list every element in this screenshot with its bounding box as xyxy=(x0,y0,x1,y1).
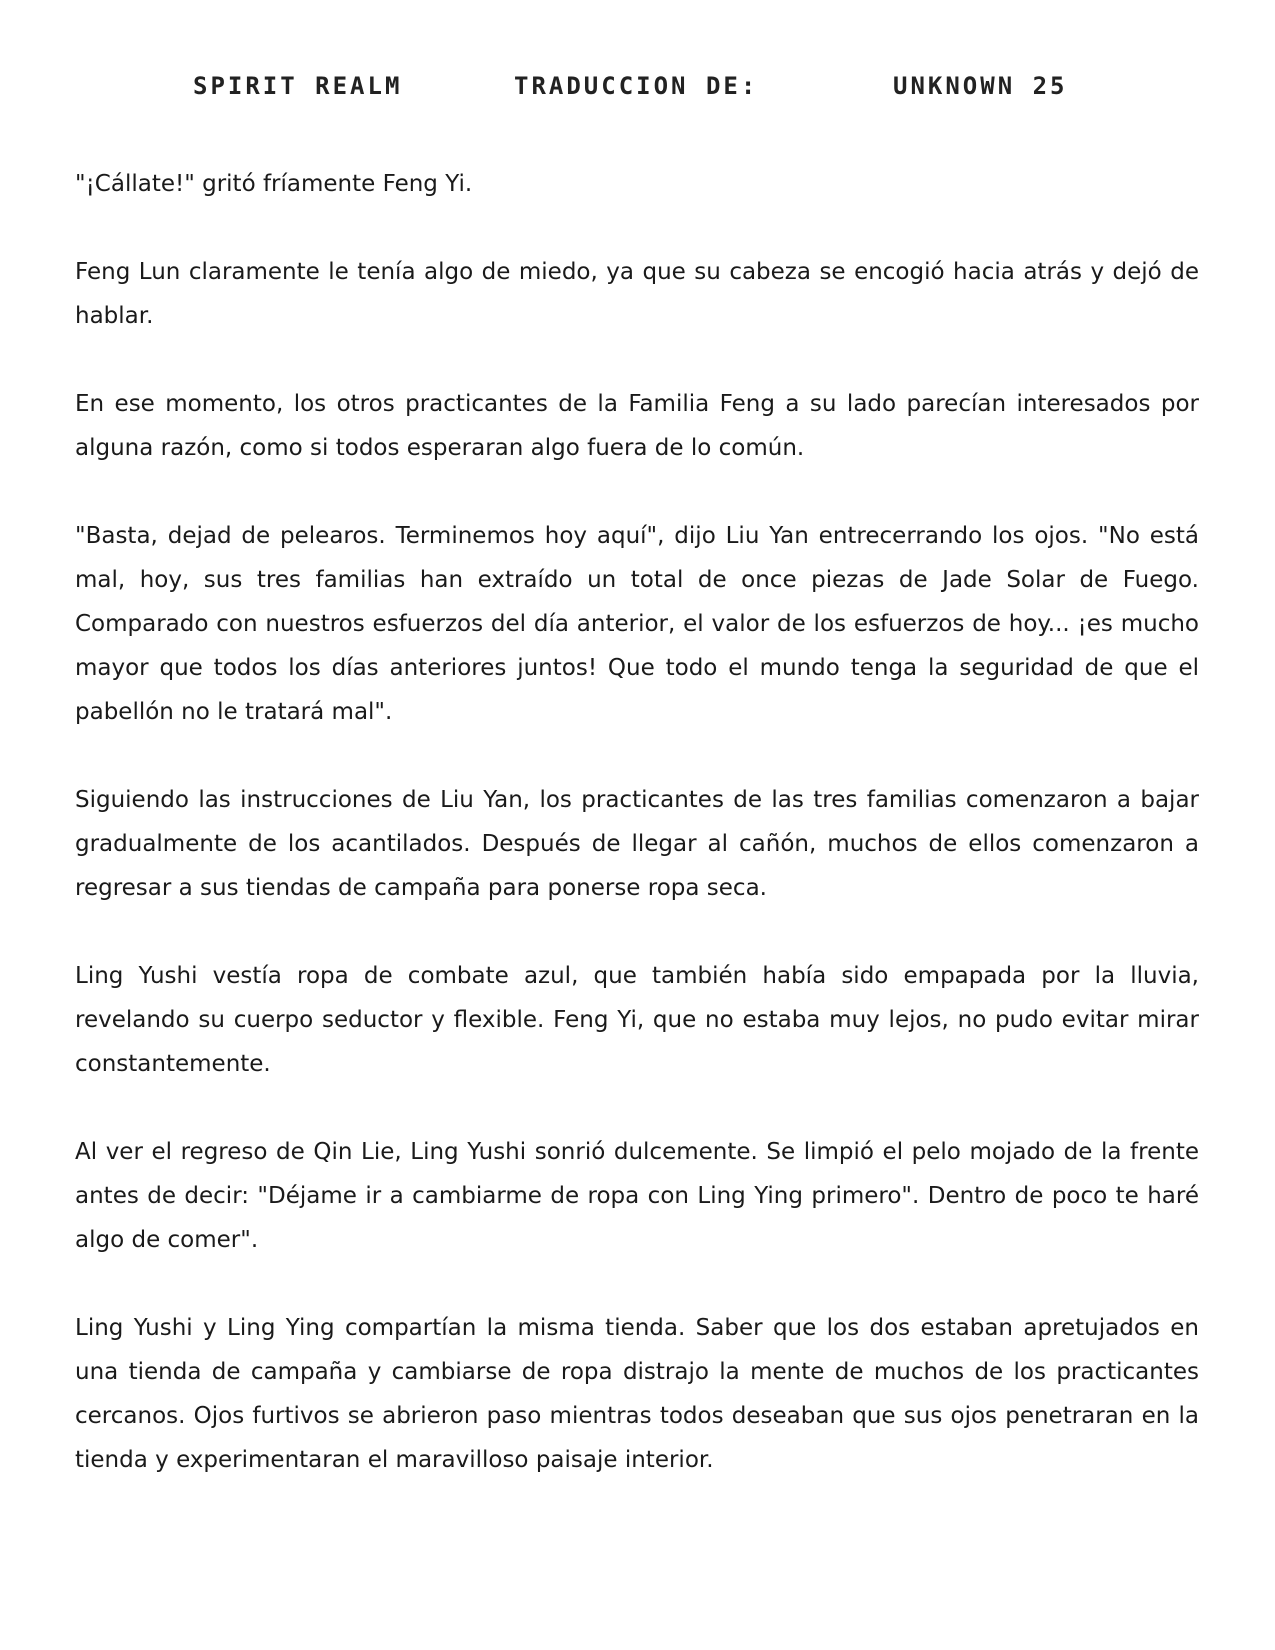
paragraph: En ese momento, los otros practicantes de la Familia Feng a su lado parecían interesados por alguna razón, como si todos esperaran algo fuera de lo común. xyxy=(75,391,1199,461)
paragraph: "¡Cállate!" gritó fríamente Feng Yi. xyxy=(75,171,473,197)
page-header xyxy=(0,72,1275,112)
paragraph: Siguiendo las instrucciones de Liu Yan, los practicantes de las tres familias comenzaron a bajar gradualmente de los acantilados. Después de llegar al cañón, muchos de ellos comenzaron a regresar a sus tiendas de campaña para ponerse ropa seca. xyxy=(75,787,1199,901)
header-series-title: SPIRIT REALM xyxy=(193,72,403,100)
paragraph: Ling Yushi vestía ropa de combate azul, que también había sido empapada por la lluvia, revelando su cuerpo seductor y flexible. Feng Yi, que no estaba muy lejos, no pudo evitar mirar constantemente. xyxy=(75,963,1199,1077)
header-page-label: UNKNOWN 25 xyxy=(893,72,1068,100)
paragraph: Ling Yushi y Ling Ying compartían la misma tienda. Saber que los dos estaban apretujados en una tienda de campaña y cambiarse de ropa distrajo la mente de muchos de los practicantes cercanos. Ojos furtivos se abrieron paso mientras todos deseaban que sus ojos penetraran en la tienda y experimentaran el maravilloso paisaje interior. xyxy=(75,1315,1199,1473)
paragraph: "Basta, dejad de pelearos. Terminemos hoy aquí", dijo Liu Yan entrecerrando los ojos. "No está mal, hoy, sus tres familias han extraído un total de once piezas de Jade Solar de Fuego. Comparado con nuestros esfuerzos del día anterior, el valor de los esfuerzos de hoy... ¡es mucho mayor que todos los días anteriores juntos! Que todo el mundo tenga la seguridad de que el pabellón no le tratará mal". xyxy=(75,523,1199,725)
header-translation-label: TRADUCCION DE: xyxy=(514,72,759,100)
document-body xyxy=(75,162,1199,1526)
paragraph: Al ver el regreso de Qin Lie, Ling Yushi sonrió dulcemente. Se limpió el pelo mojado de la frente antes de decir: "Déjame ir a cambiarme de ropa con Ling Ying primero". Dentro de poco te haré algo de comer". xyxy=(75,1139,1199,1253)
paragraph: Feng Lun claramente le tenía algo de miedo, ya que su cabeza se encogió hacia atrás y dejó de hablar. xyxy=(75,259,1199,329)
